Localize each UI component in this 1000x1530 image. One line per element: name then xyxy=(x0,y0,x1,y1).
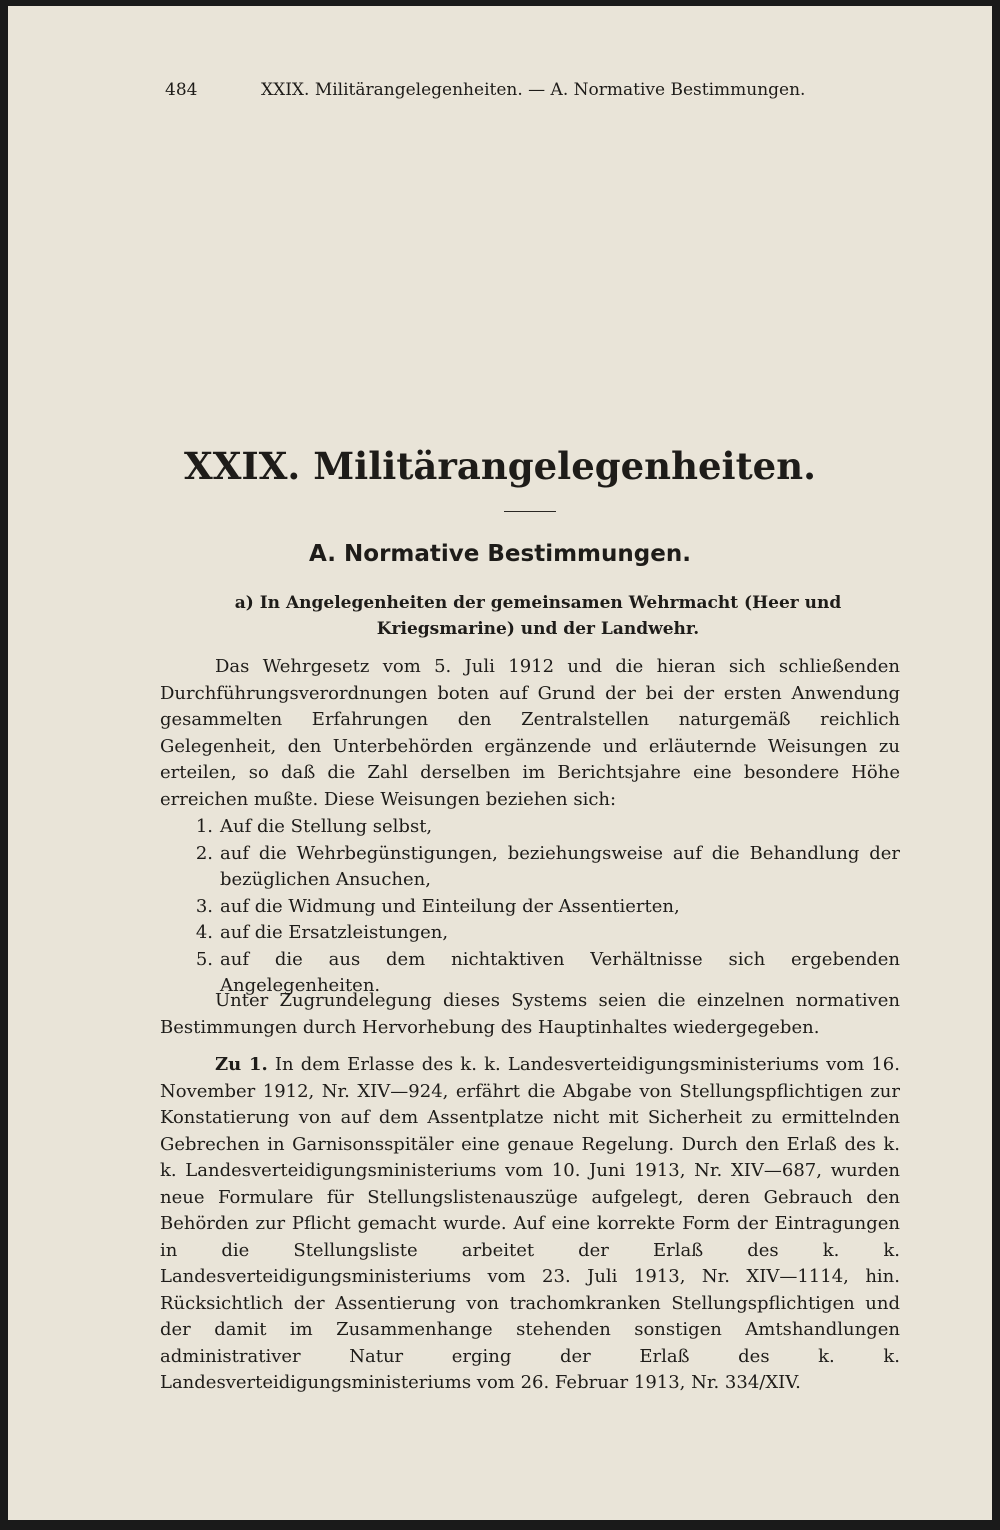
zu1-block xyxy=(160,1052,900,1397)
list-number: 2. xyxy=(195,842,213,864)
chapter-title: XXIX. Militärangelegenheiten. xyxy=(184,444,816,488)
list-number: 5. xyxy=(195,948,213,970)
running-header xyxy=(165,80,905,100)
intro-text: Das Wehrgesetz vom 5. Juli 1912 und die hieran sich schließenden Durchführungsverordnungen boten auf Grund der bei der ersten Anwendung gesammelten Erfahrungen den Zentralstellen naturgemäß reichlich Gelegenheit, den Unterbehörden ergänzende und erläuternde Weisungen zu erteilen, so daß die Zahl derselben im Berichtsjahre eine besondere Höhe erreichen mußte. Diese Weisungen beziehen sich: xyxy=(160,656,900,810)
list-item xyxy=(160,920,900,947)
system-paragraph xyxy=(160,988,900,1041)
section-title: A. Normative Bestimmungen. xyxy=(309,541,691,567)
list-text: auf die Ersatzleistungen, xyxy=(220,922,449,943)
list-text: auf die Wehrbegünstigungen, beziehungsweise auf die Behandlung der bezüglichen Ansuchen, xyxy=(220,842,900,890)
list-number: 4. xyxy=(195,922,213,943)
zu1-paragraph xyxy=(160,1052,900,1397)
zu1-text: In dem Erlasse des k. k. Landesverteidigungsministeriums vom 16. November 1912, Nr. XIV—924, erfährt die Abgabe von Stellungspflichtigen zur Konstatierung von auf dem Assentplatze nicht mit Sicherheit zu ermittelnden Gebrechen in Garnisonsspitäler eine genaue Regelung. Durch den Erlaß des k. k. Landesverteidigungsministeriums vom 10. Juni 1913, Nr. XIV—687, wurden neue Formulare für Stellungslistenauszüge aufgelegt, deren Gebrauch den Behörden zur Pflicht gemacht wurde. Auf eine korrekte Form der Eintragungen in die Stellungsliste arbeitet der Erlaß des k. k. Landesverteidigungsministeriums vom 23. Juli 1913, Nr. XIV—1114, hin. Rücksichtlich der Assentierung von trachomkranken Stellungspflichtigen und der damit im Zusammenhange stehenden sonstigen Amtshandlungen administrativer Natur erging der Erlaß des k. k. Landesverteidigungsministeriums vom 26. Februar 1913, Nr. 334/XIV. xyxy=(160,1054,900,1393)
list-item xyxy=(160,894,900,921)
list-item xyxy=(160,841,900,894)
page-number: 484 xyxy=(165,80,198,100)
list-text: auf die Widmung und Einteilung der Assentierten, xyxy=(220,895,680,917)
title-divider xyxy=(504,511,556,512)
list-text: auf die aus dem nichtaktiven Verhältnisse sich ergebenden Angelegenheiten. xyxy=(220,948,900,996)
subsection-title: a) In Angelegenheiten der gemeinsamen Wehrmacht (Heer und Kriegsmarine) und der Landwehr. xyxy=(234,593,842,639)
list-text: Auf die Stellung selbst, xyxy=(220,816,433,837)
intro-paragraph xyxy=(160,654,900,813)
list-item xyxy=(160,814,900,841)
running-title: XXIX. Militärangelegenheiten. — A. Normative Bestimmungen. xyxy=(261,80,806,100)
zu1-label: Zu 1. xyxy=(215,1054,268,1075)
topic-list xyxy=(160,814,900,1000)
system-text: Unter Zugrundelegung dieses Systems seien die einzelnen normativen Bestimmungen durch Hervorhebung des Hauptinhaltes wiedergegeben. xyxy=(160,990,900,1038)
list-number: 3. xyxy=(195,895,213,917)
document-page xyxy=(8,6,992,1520)
list-number: 1. xyxy=(195,816,213,837)
